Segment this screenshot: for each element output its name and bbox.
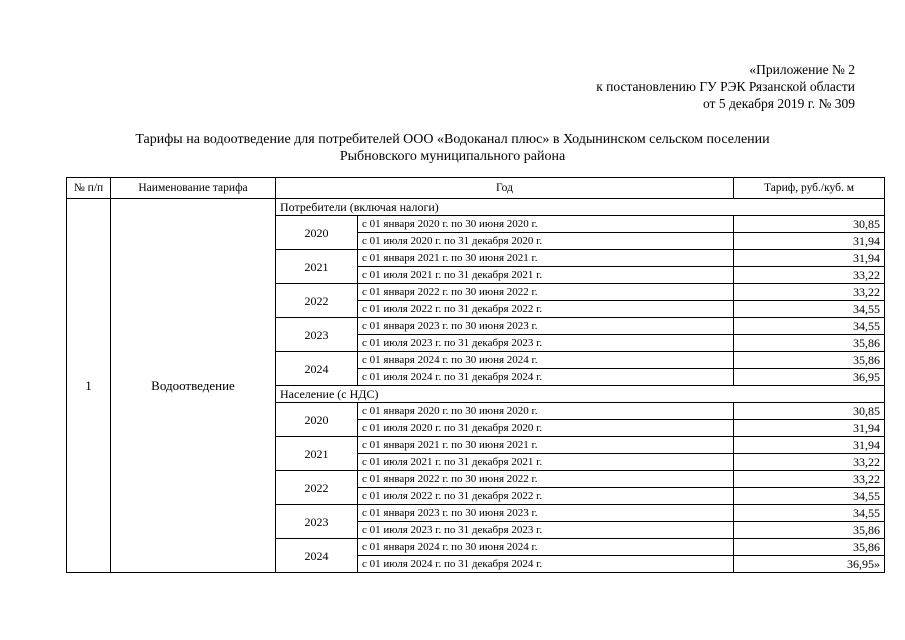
period-cell: с 01 июля 2022 г. по 31 декабря 2022 г. <box>358 301 734 318</box>
appendix-line-1: «Приложение № 2 <box>749 62 855 77</box>
tariff-value-cell: 31,94 <box>734 233 885 250</box>
period-cell: с 01 января 2023 г. по 30 июня 2023 г. <box>358 318 734 335</box>
period-cell: с 01 июля 2021 г. по 31 декабря 2021 г. <box>358 267 734 284</box>
appendix-line-2: к постановлению ГУ РЭК Рязанской области <box>596 79 855 94</box>
period-cell: с 01 июля 2023 г. по 31 декабря 2023 г. <box>358 335 734 352</box>
tariff-value-cell: 33,22 <box>734 267 885 284</box>
title-line-1: Тарифы на водоотведение для потребителей ООО «Водоканал плюс» в Ходынинском сельском поселении <box>135 132 770 147</box>
group-label: Население (с НДС) <box>276 386 885 403</box>
table-row <box>67 199 885 216</box>
header-number: № п/п <box>67 178 111 199</box>
appendix-reference <box>596 61 855 112</box>
tariff-value-cell: 34,55 <box>734 505 885 522</box>
group-label: Потребители (включая налоги) <box>276 199 885 216</box>
table-header-row <box>67 178 885 199</box>
year-cell: 2020 <box>276 216 358 250</box>
tariff-name: Водоотведение <box>111 199 276 573</box>
appendix-line-3: от 5 декабря 2019 г. № 309 <box>702 96 855 111</box>
tariff-value-cell: 30,85 <box>734 403 885 420</box>
year-cell: 2022 <box>276 471 358 505</box>
tariff-value-cell: 33,22 <box>734 471 885 488</box>
year-cell: 2021 <box>276 437 358 471</box>
period-cell: с 01 января 2024 г. по 30 июня 2024 г. <box>358 539 734 556</box>
period-cell: с 01 июля 2020 г. по 31 декабря 2020 г. <box>358 233 734 250</box>
year-cell: 2021 <box>276 250 358 284</box>
tariff-table <box>66 177 885 573</box>
title-line-2: Рыбновского муниципального района <box>339 149 566 164</box>
tariff-value-cell: 33,22 <box>734 284 885 301</box>
period-cell: с 01 января 2021 г. по 30 июня 2021 г. <box>358 250 734 267</box>
period-cell: с 01 января 2020 г. по 30 июня 2020 г. <box>358 216 734 233</box>
tariff-value-cell: 31,94 <box>734 250 885 267</box>
year-cell: 2024 <box>276 352 358 386</box>
tariff-value-cell: 31,94 <box>734 437 885 454</box>
document-title <box>0 131 905 165</box>
period-cell: с 01 июля 2024 г. по 31 декабря 2024 г. <box>358 556 734 573</box>
period-cell: с 01 января 2022 г. по 30 июня 2022 г. <box>358 471 734 488</box>
tariff-value-cell: 35,86 <box>734 335 885 352</box>
tariff-value-cell: 34,55 <box>734 488 885 505</box>
tariff-value-cell: 30,85 <box>734 216 885 233</box>
tariff-value-cell: 36,95» <box>734 556 885 573</box>
period-cell: с 01 июля 2020 г. по 31 декабря 2020 г. <box>358 420 734 437</box>
period-cell: с 01 января 2022 г. по 30 июня 2022 г. <box>358 284 734 301</box>
period-cell: с 01 июля 2023 г. по 31 декабря 2023 г. <box>358 522 734 539</box>
tariff-value-cell: 33,22 <box>734 454 885 471</box>
year-cell: 2023 <box>276 318 358 352</box>
header-tariff-name: Наименование тарифа <box>111 178 276 199</box>
period-cell: с 01 января 2021 г. по 30 июня 2021 г. <box>358 437 734 454</box>
header-tariff-value: Тариф, руб./куб. м <box>734 178 885 199</box>
year-cell: 2023 <box>276 505 358 539</box>
tariff-value-cell: 34,55 <box>734 318 885 335</box>
tariff-value-cell: 34,55 <box>734 301 885 318</box>
period-cell: с 01 января 2020 г. по 30 июня 2020 г. <box>358 403 734 420</box>
year-cell: 2020 <box>276 403 358 437</box>
year-cell: 2022 <box>276 284 358 318</box>
period-cell: с 01 июля 2024 г. по 31 декабря 2024 г. <box>358 369 734 386</box>
period-cell: с 01 января 2023 г. по 30 июня 2023 г. <box>358 505 734 522</box>
table-body <box>67 199 885 573</box>
row-number: 1 <box>67 199 111 573</box>
tariff-value-cell: 36,95 <box>734 369 885 386</box>
period-cell: с 01 января 2024 г. по 30 июня 2024 г. <box>358 352 734 369</box>
tariff-value-cell: 35,86 <box>734 352 885 369</box>
tariff-value-cell: 35,86 <box>734 539 885 556</box>
tariff-value-cell: 31,94 <box>734 420 885 437</box>
header-year: Год <box>276 178 734 199</box>
period-cell: с 01 июля 2021 г. по 31 декабря 2021 г. <box>358 454 734 471</box>
period-cell: с 01 июля 2022 г. по 31 декабря 2022 г. <box>358 488 734 505</box>
tariff-value-cell: 35,86 <box>734 522 885 539</box>
year-cell: 2024 <box>276 539 358 573</box>
